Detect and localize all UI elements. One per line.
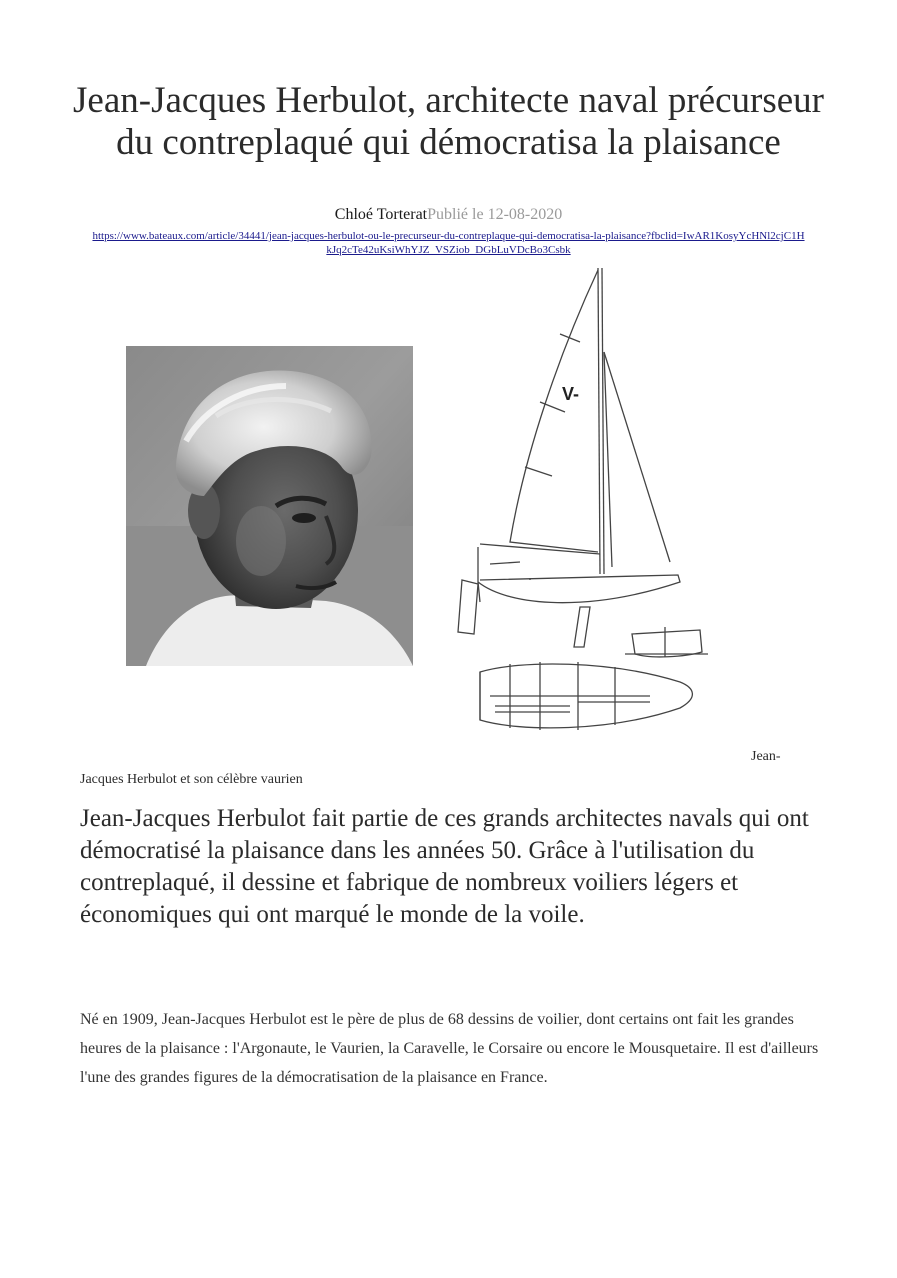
byline	[0, 205, 897, 225]
lead-paragraph: Jean-Jacques Herbulot fait partie de ces grands architectes navals qui ont démocratisé la plaisance dans les années 50. Grâce à l'utilisation du contreplaqué, il dessine et fabrique de nombreux voiliers légers et économiques qui ont marqué le monde de la voile.	[80, 805, 809, 928]
publish-date: Publié le 12-08-2020	[427, 206, 563, 223]
sail-insignia: V-	[562, 384, 580, 404]
portrait-photo	[126, 346, 413, 666]
body-paragraph: Né en 1909, Jean-Jacques Herbulot est le père de plus de 68 dessins de voilier, dont certains ont fait les grandes heures de la plaisance : l'Argonaute, le Vaurien, la Caravelle, le Corsaire ou encore le Mousquetaire. Il est d'ailleurs l'une des grandes figures de la démocratisation de la plaisance en France.	[80, 1011, 819, 1086]
author-name: Chloé Torterat	[334, 206, 428, 223]
sailboat-drawing	[450, 262, 720, 750]
image-caption-start: Jean-	[751, 749, 781, 764]
article-title: Jean-Jacques Herbulot, architecte naval précurseur du contreplaqué qui démocratisa la plaisance	[73, 80, 824, 163]
source-link[interactable]: https://www.bateaux.com/article/34441/jean-jacques-herbulot-ou-le-precurseur-du-contreplaque-qui-democratisa-la-plaisance?fbclid=IwAR1KosyYcHNl2cjC1HkJq2cTe42uKsiWhYJZ_VSZiob_DGbLuVDcBo3Csbk	[92, 230, 805, 256]
image-caption: Jacques Herbulot et son célèbre vaurien	[80, 772, 303, 787]
